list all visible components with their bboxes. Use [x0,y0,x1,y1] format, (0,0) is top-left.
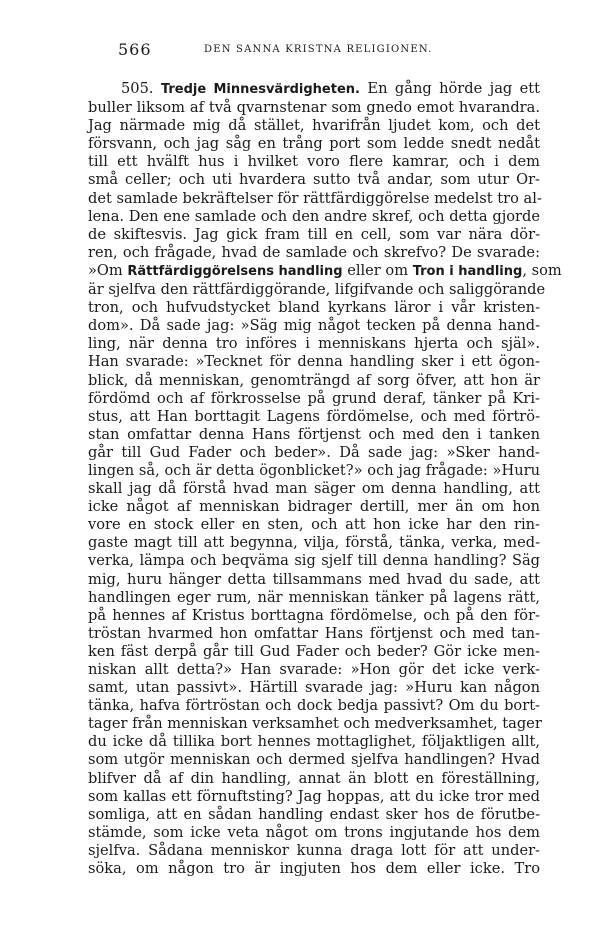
section-number: 505. [121,80,154,97]
text-line: små celler; och uti hvardera sutto två andar, som utur Or- [88,171,540,189]
page-number: 566 [118,40,152,59]
text-line: dom». Då sade jag: »Säg mig något tecken på denna hand- [88,317,540,335]
text-line: söka, om någon tro är ingjuten hos dem eller icke. Tro [88,860,540,878]
text-line: lena. Den ene samlade och den andre skref, och detta gjorde [88,207,540,225]
text-line: Han svarade: »Tecknet för denna handling sker i ett ögon- [88,353,540,371]
text-line: försvann, och jag såg en trång port som ledde snedt nedåt [88,135,540,153]
text-line: stämde, som icke veta något om trons ingjutande hos dem [88,823,540,841]
text-line: stan omfattar denna Hans förtjenst och med den i tanken [88,425,540,443]
line-lead: »Om [88,261,123,279]
text-line: icke något af menniskan bidrager dertill, mer än om hon [88,498,540,516]
text-line: som utgör menniskan och dermed sjelfva handlingen? Hvad [88,751,540,769]
running-title: DEN SANNA KRISTNA RELIGIONEN. [204,44,433,55]
text-line: lingen så, och är detta ögonblicket?» och jag frågade: »Huru [88,461,540,479]
text-line: niskan allt detta?» Han svarade: »Hon gör det icke verk- [88,661,540,678]
text-line: buller liksom af två qvarnstenar som gnedo emot hvarandra. [88,99,540,117]
text-line-emphasis [88,261,562,281]
section-title: Tredje Minnesvärdigheten. [160,82,360,97]
text-line: går till Gud Fader och beder». Då sade jag: »Sker hand- [88,443,540,461]
body-text [88,80,562,878]
text-line: till ett hvälft hus i hvilket voro flere kamrar, och i dem [88,153,540,171]
text-line: de skiftesvis. Jag gick fram till en cell, som var nära dör- [88,225,540,243]
line-tail: , som [522,261,562,279]
text-line: samt, utan passivt». Härtill svarade jag: »Huru kan någon [88,679,540,697]
text-line: somliga, att en sådan handling endast sker hos de förutbe- [88,805,540,823]
bold-phrase-faith: Tron i handling [412,263,523,279]
text-line: tager från menniskan verksamhet och medverksamhet, tager [88,715,542,733]
text-line: ling, när denna tro införes i menniskans hjerta och själ». [88,335,540,353]
text-line: tänka, hafva förtröstan och dock bedja passivt? Om du bort- [88,697,540,715]
text-line: fördömd och af förkrosselse på grund deraf, tänker på Kri- [88,389,540,407]
text-line: stus, att Han borttagit Lagens fördömelse, och med förtrö- [88,407,540,425]
line-mid: eller om [347,261,409,279]
text-line: på hennes af Kristus borttagna fördömelse, och på den för- [88,606,540,624]
text-line: det samlade bekräftelser för rättfärdiggörelse medelst tro al- [88,189,542,207]
book-page [88,40,562,878]
text-line: mig, huru hänger detta tillsammans med hvad du sade, att [88,570,540,588]
text-line: tron, och hufvudstycket bland kyrkans läror i vår kristen- [88,299,540,317]
running-head [88,40,540,64]
text-line: verka, lämpa och beqväma sig sjelf till denna handling? Säg [88,552,540,570]
text-line: tröstan hvarmed hon omfattar Hans förtjenst och med tan- [88,624,540,642]
text-line: ren, och frågade, hvad de samlade och skrefvo? De svarade: [88,243,540,261]
text-line: blifver då af din handling, annat än blott en föreställning, [88,769,540,787]
text-line: gaste magt till att begynna, vilja, förstå, tänka, verka, med- [88,534,540,552]
text-line: som kallas ett förnuftsting? Jag hoppas, att du icke tror med [88,787,540,805]
text-line: sjelfva. Sådana menniskor kunna draga lott för att under- [88,841,540,859]
paragraph-first-line [88,80,540,99]
text-line: vore en stock eller en sten, och att hon icke har den rin- [88,516,540,534]
text-line: handlingen eger rum, när menniskan tänker på lagens rätt, [88,588,540,606]
bold-phrase-justification: Rättfärdiggörelsens handling [127,263,343,279]
text-line: blick, då menniskan, genomträngd af sorg öfver, att hon är [88,371,540,389]
text-line: är sjelfva den rättfärdiggörande, lifgifvande och saliggörande [88,281,546,299]
text-line: skall jag då förstå hvad man säger om denna handling, att [88,480,540,498]
text-line: Jag närmade mig då stället, hvarifrån ljudet kom, och det [88,117,540,135]
text-line: du icke då tillika bort hennes mottaglighet, följaktligen allt, [88,733,540,751]
first-line-rest: En gång hörde jag ett [367,80,541,97]
text-line: ken fäst derpå går till Gud Fader och beder? Gör icke men- [88,642,540,660]
